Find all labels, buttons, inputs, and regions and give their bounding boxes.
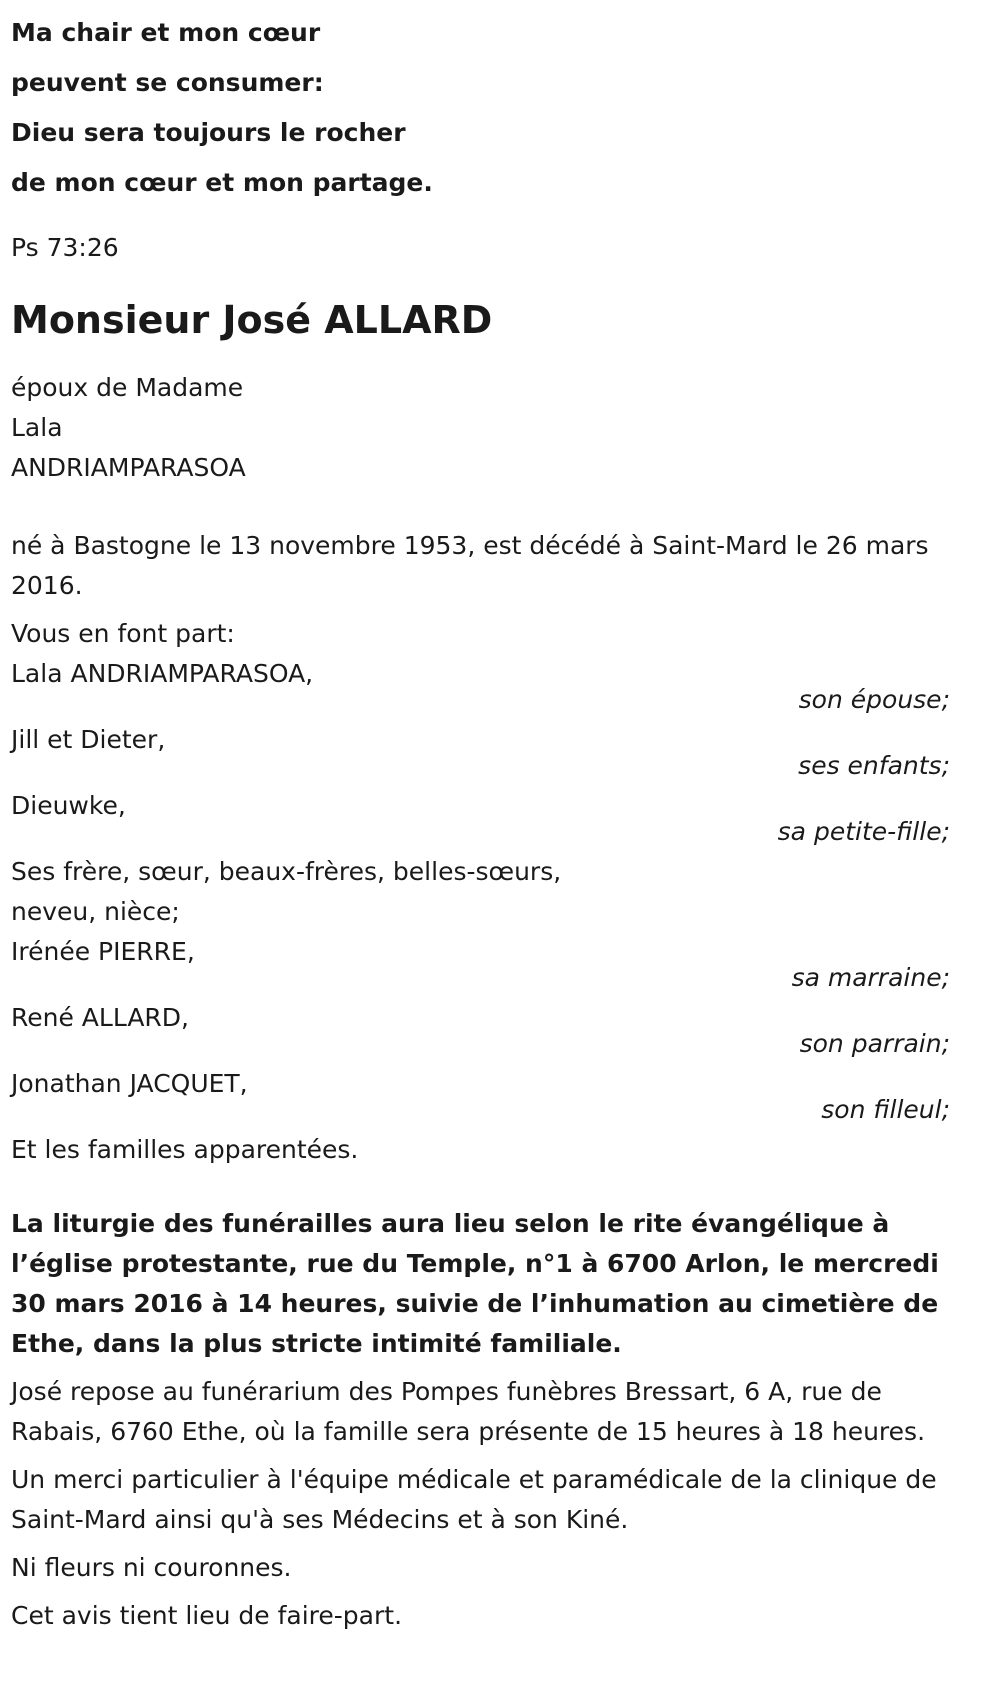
relative-role: sa marraine; <box>791 963 950 992</box>
relative-entry <box>11 720 950 778</box>
relative-name: Jonathan JACQUET, <box>11 1069 248 1098</box>
families-line: Et les familles apparentées. <box>11 1135 359 1164</box>
birth-death-info: né à Bastogne le 13 novembre 1953, est décédé à Saint-Mard le 26 mars 2016. <box>11 531 929 600</box>
relative-name: Dieuwke, <box>11 791 126 820</box>
siblings-line: Ses frère, sœur, beaux-frères, belles-sœurs, <box>11 857 562 886</box>
relative-entry <box>11 1064 950 1122</box>
verse-line: peuvent se consumer: <box>11 68 324 97</box>
relative-entry <box>11 786 950 844</box>
spouse-line: ANDRIAMPARASOA <box>11 453 246 482</box>
verse-line: Dieu sera toujours le rocher <box>11 118 406 147</box>
spouse-line: époux de Madame <box>11 373 244 402</box>
relative-name: René ALLARD, <box>11 1003 190 1032</box>
bible-verse <box>11 8 950 208</box>
verse-reference: Ps 73:26 <box>11 233 119 262</box>
no-flowers-note: Ni fleurs ni couronnes. <box>11 1553 292 1582</box>
relative-entry <box>11 998 950 1056</box>
verse-line: de mon cœur et mon partage. <box>11 168 433 197</box>
relative-name: Lala ANDRIAMPARASOA, <box>11 659 314 688</box>
siblings-line: neveu, nièce; <box>11 897 180 926</box>
verse-line: Ma chair et mon cœur <box>11 18 321 47</box>
spouse-info <box>11 368 950 488</box>
relative-name: Irénée PIERRE, <box>11 937 195 966</box>
relative-role: ses enfants; <box>798 751 950 780</box>
announcers-intro: Vous en font part: <box>11 619 235 648</box>
relative-role: sa petite-fille; <box>777 817 950 846</box>
relative-role: son filleul; <box>821 1095 950 1124</box>
ceremony-details: La liturgie des funérailles aura lieu selon le rite évangélique à l’église protestante, rue du Temple, n°1 à 6700 Arlon, le mercredi 30 mars 2016 à 14 heures, suivie de l’inhumation au cimetière de Ethe, dans la plus stricte intimité familiale. <box>11 1209 939 1358</box>
notice-line: Cet avis tient lieu de faire-part. <box>11 1601 403 1630</box>
spouse-line: Lala <box>11 413 63 442</box>
deceased-name: Monsieur José ALLARD <box>11 298 493 342</box>
relative-name: Jill et Dieter, <box>11 725 166 754</box>
relative-entry <box>11 932 950 990</box>
repose-details: José repose au funérarium des Pompes funèbres Bressart, 6 A, rue de Rabais, 6760 Ethe, où la famille sera présente de 15 heures à 18 heures. <box>11 1377 926 1446</box>
relative-entry <box>11 654 950 712</box>
siblings-entry <box>11 852 950 932</box>
thanks-paragraph: Un merci particulier à l'équipe médicale et paramédicale de la clinique de Saint-Mard ainsi qu'à ses Médecins et à son Kiné. <box>11 1465 937 1534</box>
relative-role: son épouse; <box>798 685 950 714</box>
relative-role: son parrain; <box>799 1029 950 1058</box>
obituary-notice <box>0 8 950 1636</box>
